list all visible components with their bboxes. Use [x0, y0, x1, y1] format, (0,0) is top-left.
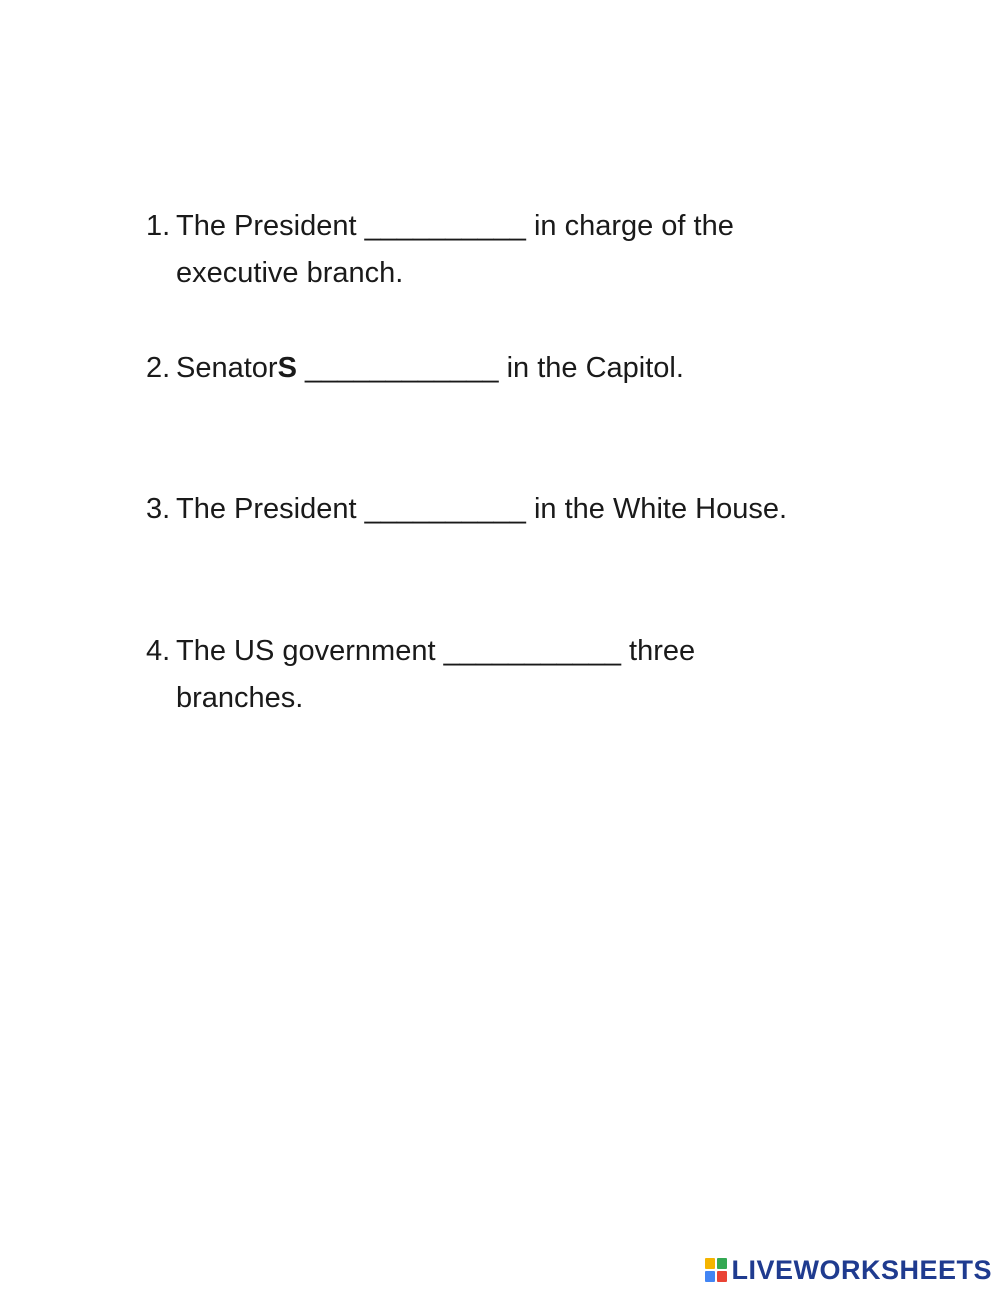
question-3	[146, 486, 906, 533]
question-4-continuation: branches.	[176, 682, 304, 714]
logo-blocks-icon	[705, 1258, 727, 1282]
question-4	[146, 628, 906, 722]
logo-block-1	[705, 1258, 715, 1269]
logo-block-4	[717, 1271, 727, 1282]
logo-block-3	[705, 1271, 715, 1282]
question-1-number: 1.	[146, 210, 171, 242]
liveworksheets-logo	[705, 1253, 992, 1287]
question-2-bold-letter: S	[277, 352, 297, 384]
question-2-number: 2.	[146, 352, 171, 384]
question-1-continuation: executive branch.	[176, 257, 404, 289]
question-1-line-1	[146, 203, 906, 250]
question-2-text-end: ____________ in the Capitol.	[296, 352, 684, 384]
logo-text: LIVEWORKSHEETS	[731, 1254, 992, 1285]
question-1-text: The President __________ in charge of the	[176, 210, 734, 242]
question-2	[146, 345, 906, 392]
question-2-text	[176, 345, 684, 392]
logo-block-2	[717, 1258, 727, 1269]
question-3-number: 3.	[146, 493, 171, 525]
question-4-line-1	[146, 628, 906, 675]
question-2-line-1	[146, 345, 906, 392]
question-4-text: The US government ___________ three	[176, 635, 696, 667]
question-1	[146, 203, 906, 297]
question-4-number: 4.	[146, 635, 171, 667]
question-3-text: The President __________ in the White House.	[176, 493, 788, 525]
question-3-line-1	[146, 486, 906, 533]
question-2-text-start: Senator	[176, 352, 278, 384]
